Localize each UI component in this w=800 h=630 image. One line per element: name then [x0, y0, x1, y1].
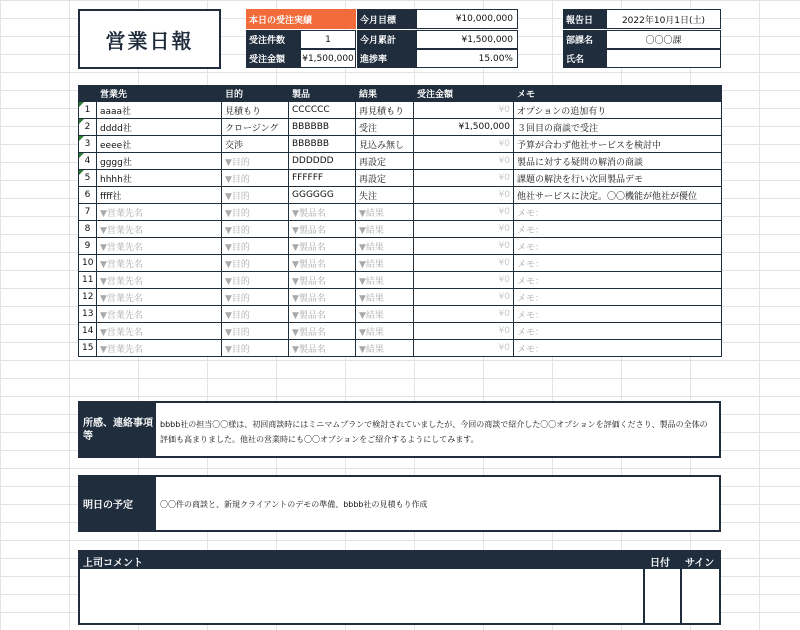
cell-result[interactable]: ▼結果: [356, 204, 414, 221]
table-row: [79, 119, 722, 136]
cell-result[interactable]: ▼結果: [356, 340, 414, 357]
supervisor-comment-section: [78, 550, 721, 625]
cell-product[interactable]: ▼製品名: [289, 204, 356, 221]
cell-indicator-icon: [79, 153, 84, 158]
cell-memo[interactable]: メモ：: [514, 340, 722, 357]
cell-memo[interactable]: メモ：: [514, 204, 722, 221]
row-number: 8: [79, 221, 97, 238]
cell-result[interactable]: ▼結果: [356, 238, 414, 255]
cell-result[interactable]: ▼結果: [356, 255, 414, 272]
cell-purpose[interactable]: ▼目的: [222, 238, 289, 255]
cell-purpose[interactable]: 見積もり: [222, 102, 289, 119]
cell-result[interactable]: 失注: [356, 187, 414, 204]
page-title: 営業日報: [78, 9, 221, 69]
cell-purpose[interactable]: 交渉: [222, 136, 289, 153]
cell-result[interactable]: 再設定: [356, 153, 414, 170]
department-label: 部課名: [563, 30, 606, 49]
cell-client[interactable]: ▼営業先名: [97, 238, 222, 255]
cell-amount[interactable]: ¥0: [414, 170, 514, 187]
cell-client[interactable]: ▼営業先名: [97, 289, 222, 306]
cell-product[interactable]: BBBBBB: [289, 136, 356, 153]
cell-result[interactable]: ▼結果: [356, 272, 414, 289]
row-number: 7: [79, 204, 97, 221]
table-row: [79, 153, 722, 170]
cell-client[interactable]: ▼営業先名: [97, 323, 222, 340]
cell-client[interactable]: ▼営業先名: [97, 306, 222, 323]
monthly-total-label: 今月累計: [357, 30, 416, 49]
name-value[interactable]: [606, 49, 721, 68]
cell-purpose[interactable]: ▼目的: [222, 289, 289, 306]
cell-result[interactable]: ▼結果: [356, 289, 414, 306]
cell-amount[interactable]: ¥0: [414, 187, 514, 204]
row-number: 15: [79, 340, 97, 357]
cell-purpose[interactable]: ▼目的: [222, 221, 289, 238]
name-label: 氏名: [563, 49, 606, 68]
supervisor-comment-header: [80, 552, 719, 569]
table-row: [79, 272, 722, 289]
table-row: [79, 136, 722, 153]
cell-memo[interactable]: メモ：: [514, 221, 722, 238]
remarks-text[interactable]: bbbb社の担当〇〇様は、初回商談時にはミニマムプランで検討されていましたが、今回の商談で紹介した〇〇オプションを評価くださり、製品の全体の評価も高まりました。他社の営業時にも〇〇オプションをご紹介するようにしてみます。: [160, 420, 708, 444]
tomorrow-section: [78, 475, 721, 532]
cell-result[interactable]: ▼結果: [356, 221, 414, 238]
supervisor-sign-field[interactable]: [682, 569, 719, 623]
cell-memo[interactable]: メモ：: [514, 238, 722, 255]
table-row: [79, 102, 722, 119]
cell-purpose[interactable]: ▼目的: [222, 323, 289, 340]
monthly-total-value[interactable]: ¥1,500,000: [416, 30, 518, 49]
cell-amount[interactable]: ¥0: [414, 289, 514, 306]
cell-memo[interactable]: 予算が合わず他社サービスを検討中: [514, 136, 722, 153]
table-row: [79, 323, 722, 340]
cell-client[interactable]: eeee社: [97, 136, 222, 153]
header-purpose: 目的: [222, 86, 289, 102]
cell-client[interactable]: dddd社: [97, 119, 222, 136]
cell-amount[interactable]: ¥0: [414, 136, 514, 153]
cell-memo[interactable]: 課題の解決を行い次回製品デモ: [514, 170, 722, 187]
cell-memo[interactable]: ３回目の商談で受注: [514, 119, 722, 136]
cell-purpose[interactable]: ▼目的: [222, 204, 289, 221]
row-number: 13: [79, 306, 97, 323]
header-amount: 受注金額: [414, 86, 514, 102]
monthly-target-value[interactable]: ¥10,000,000: [416, 9, 518, 29]
table-row: [79, 289, 722, 306]
table-row: [79, 221, 722, 238]
cell-product[interactable]: ▼製品名: [289, 272, 356, 289]
cell-product[interactable]: GGGGGG: [289, 187, 356, 204]
cell-client[interactable]: ▼営業先名: [97, 204, 222, 221]
cell-memo[interactable]: 製品に対する疑問の解消の商談: [514, 153, 722, 170]
cell-amount[interactable]: ¥0: [414, 272, 514, 289]
cell-memo[interactable]: メモ：: [514, 323, 722, 340]
table-row: [79, 255, 722, 272]
cell-product[interactable]: ▼製品名: [289, 306, 356, 323]
order-amount-label: 受注金額: [246, 49, 300, 68]
cell-product[interactable]: ▼製品名: [289, 255, 356, 272]
cell-product[interactable]: ▼製品名: [289, 221, 356, 238]
tomorrow-label: 明日の予定: [80, 477, 156, 530]
cell-client[interactable]: ▼営業先名: [97, 221, 222, 238]
cell-memo[interactable]: メモ：: [514, 289, 722, 306]
report-date-label: 報告日: [563, 9, 606, 29]
header-no: [79, 86, 97, 102]
table-row: [79, 340, 722, 357]
table-row: [79, 204, 722, 221]
cell-amount[interactable]: ¥0: [414, 255, 514, 272]
cell-amount[interactable]: ¥0: [414, 204, 514, 221]
table-header-row: [79, 86, 722, 102]
row-number: 11: [79, 272, 97, 289]
cell-amount[interactable]: ¥0: [414, 102, 514, 119]
row-number: 2: [79, 119, 97, 136]
order-count-value[interactable]: 1: [300, 30, 356, 49]
cell-amount[interactable]: ¥1,500,000: [414, 119, 514, 136]
cell-product[interactable]: ▼製品名: [289, 340, 356, 357]
table-row: [79, 187, 722, 204]
cell-purpose[interactable]: ▼目的: [222, 153, 289, 170]
cell-purpose[interactable]: ▼目的: [222, 306, 289, 323]
cell-indicator-icon: [79, 119, 84, 124]
row-number: 9: [79, 238, 97, 255]
cell-client[interactable]: ▼営業先名: [97, 340, 222, 357]
cell-purpose[interactable]: ▼目的: [222, 340, 289, 357]
row-number: 12: [79, 289, 97, 306]
cell-amount[interactable]: ¥0: [414, 221, 514, 238]
cell-client[interactable]: ▼営業先名: [97, 272, 222, 289]
cell-result[interactable]: 再見積もり: [356, 102, 414, 119]
cell-result[interactable]: 見込み無し: [356, 136, 414, 153]
cell-amount[interactable]: ¥0: [414, 238, 514, 255]
row-number: 1: [79, 102, 97, 119]
sales-activity-table: [78, 85, 722, 357]
cell-product[interactable]: ▼製品名: [289, 289, 356, 306]
header-product: 製品: [289, 86, 356, 102]
cell-purpose[interactable]: ▼目的: [222, 170, 289, 187]
supervisor-comment-label: 上司コメント: [83, 558, 143, 569]
cell-memo[interactable]: メモ：: [514, 272, 722, 289]
cell-indicator-icon: [79, 102, 84, 107]
header-client: 営業先: [97, 86, 222, 102]
progress-rate-label: 進捗率: [357, 49, 416, 68]
cell-product[interactable]: DDDDDD: [289, 153, 356, 170]
cell-amount[interactable]: ¥0: [414, 340, 514, 357]
table-row: [79, 306, 722, 323]
cell-indicator-icon: [79, 136, 84, 141]
cell-client[interactable]: hhhh社: [97, 170, 222, 187]
cell-product[interactable]: FFFFFF: [289, 170, 356, 187]
cell-memo[interactable]: オプションの追加有り: [514, 102, 722, 119]
report-date-value[interactable]: 2022年10月1日(土): [606, 9, 721, 29]
row-number: 4: [79, 153, 97, 170]
cell-client[interactable]: gggg社: [97, 153, 222, 170]
cell-amount[interactable]: ¥0: [414, 323, 514, 340]
cell-memo[interactable]: メモ：: [514, 306, 722, 323]
cell-product[interactable]: CCCCCC: [289, 102, 356, 119]
cell-result[interactable]: 受注: [356, 119, 414, 136]
table-row: [79, 238, 722, 255]
cell-result[interactable]: 再設定: [356, 170, 414, 187]
cell-amount[interactable]: ¥0: [414, 153, 514, 170]
order-amount-value[interactable]: ¥1,500,000: [300, 49, 356, 68]
department-value[interactable]: 〇〇〇課: [606, 30, 721, 49]
cell-product[interactable]: ▼製品名: [289, 238, 356, 255]
supervisor-date-label: 日付: [650, 558, 670, 569]
cell-product[interactable]: BBBBBB: [289, 119, 356, 136]
tomorrow-text[interactable]: 〇〇件の商談と、新規クライアントのデモの準備、bbbb社の見積もり作成: [160, 500, 428, 509]
cell-purpose[interactable]: ▼目的: [222, 272, 289, 289]
cell-result[interactable]: ▼結果: [356, 306, 414, 323]
row-number: 3: [79, 136, 97, 153]
cell-memo[interactable]: 他社サービスに決定。〇〇機能が他社が優位: [514, 187, 722, 204]
cell-client[interactable]: aaaa社: [97, 102, 222, 119]
supervisor-date-field[interactable]: [645, 569, 680, 623]
row-number: 6: [79, 187, 97, 204]
row-number: 5: [79, 170, 97, 187]
remarks-section: [78, 401, 721, 458]
header-result: 結果: [356, 86, 414, 102]
cell-client[interactable]: ▼営業先名: [97, 255, 222, 272]
row-number: 10: [79, 255, 97, 272]
table-row: [79, 170, 722, 187]
today-results-label: 本日の受注実績: [246, 9, 356, 29]
cell-memo[interactable]: メモ：: [514, 255, 722, 272]
monthly-target-label: 今月目標: [357, 9, 416, 29]
row-number: 14: [79, 323, 97, 340]
cell-product[interactable]: ▼製品名: [289, 323, 356, 340]
cell-amount[interactable]: ¥0: [414, 306, 514, 323]
cell-purpose[interactable]: ▼目的: [222, 255, 289, 272]
supervisor-comment-field[interactable]: [80, 569, 643, 623]
supervisor-sign-label: サイン: [685, 558, 715, 569]
order-count-label: 受注件数: [246, 30, 300, 49]
cell-purpose[interactable]: ▼目的: [222, 187, 289, 204]
progress-rate-value[interactable]: 15.00%: [416, 49, 518, 68]
cell-indicator-icon: [79, 170, 84, 175]
header-memo: メモ: [514, 86, 722, 102]
cell-purpose[interactable]: クロージング: [222, 119, 289, 136]
cell-client[interactable]: ffff社: [97, 187, 222, 204]
remarks-label: 所感、連絡事項等: [80, 403, 156, 456]
cell-result[interactable]: ▼結果: [356, 323, 414, 340]
